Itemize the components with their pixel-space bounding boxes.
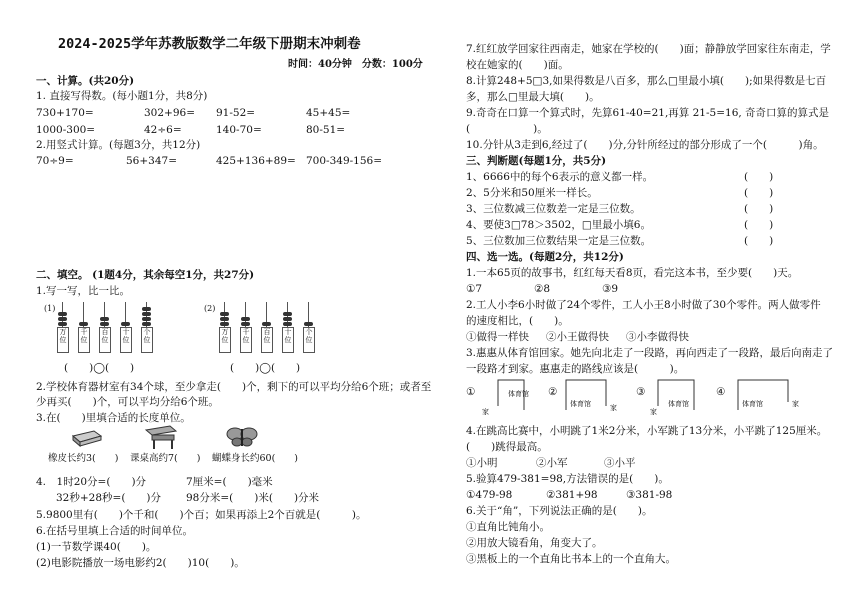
fill-q6-1: (1)一节数学课40( )。 bbox=[36, 541, 157, 553]
abacus-label: 百位 bbox=[261, 327, 273, 353]
abacus-label: 个位 bbox=[303, 327, 315, 353]
route-label-gym: 体育馆 bbox=[508, 390, 529, 398]
q3-eraser: 橡皮长约3( ) bbox=[48, 453, 119, 464]
choice-q1: 1.一本65页的故事书，红红每天看8页，看完这本书，至少要( )天。 bbox=[466, 267, 799, 279]
judge-item: 4、要使3□78＞3502，□里最小填6。 bbox=[466, 219, 651, 231]
route-label-gym: 体育馆 bbox=[570, 400, 591, 408]
calc-item: 45+45= bbox=[306, 107, 351, 119]
calc-item: 1000-300= bbox=[36, 124, 96, 136]
judge-blank: ( ) bbox=[744, 203, 774, 215]
calc-item: 42÷6= bbox=[144, 124, 182, 136]
choice-option: ②381+98 bbox=[546, 489, 598, 501]
fill-q8-line2: 多，那么□里最大填( )。 bbox=[466, 91, 600, 103]
choice-q3-line1: 3.惠惠从体育馆回家。她先向北走了一段路，再向西走了一段路，最后向南走了 bbox=[466, 347, 834, 359]
route-diagram-3 bbox=[648, 376, 712, 416]
abacus-compare-2: ( )◯( ) bbox=[230, 362, 301, 374]
abacus-label: 个位 bbox=[141, 327, 153, 353]
route-option-tag: ④ bbox=[716, 386, 726, 398]
abacus-label: 万位 bbox=[57, 327, 69, 353]
route-label-home: 家 bbox=[610, 404, 617, 412]
vertical-calc-item: 56+347= bbox=[126, 155, 177, 167]
fill-q6-2: (2)电影院播放一场电影约2( )10( )。 bbox=[36, 557, 245, 569]
fill-q9-line2: ( )。 bbox=[466, 123, 548, 135]
fill-q7-line2: 校在她家的( )面。 bbox=[466, 59, 569, 71]
choice-option: ①直角比钝角小。 bbox=[466, 521, 550, 533]
judge-blank: ( ) bbox=[744, 171, 774, 183]
fill-q4-b: 7厘米=( )毫米 bbox=[186, 476, 273, 488]
abacus-label: 千位 bbox=[240, 327, 252, 353]
calc-item: 730+170= bbox=[36, 107, 94, 119]
choice-option: ③小李做得快 bbox=[626, 331, 689, 343]
choice-option: ③黑板上的一个直角比书本上的一个直角大。 bbox=[466, 553, 676, 565]
abacus-label: 十位 bbox=[282, 327, 294, 353]
vertical-calc-item: 70÷9= bbox=[36, 155, 74, 167]
fill-q9-line1: 9.奇奇在口算一个算式时，先算61-40=21,再算 21-5=16, 奇奇口算的算式是 bbox=[466, 107, 830, 119]
fill-q6: 6.在括号里填上合适的时间单位。 bbox=[36, 525, 194, 537]
calc-item: 91-52= bbox=[216, 107, 256, 119]
abacus-label: 千位 bbox=[78, 327, 90, 353]
route-label-home: 家 bbox=[650, 408, 657, 416]
abacus-2-tag: (2) bbox=[204, 304, 216, 313]
calc-item: 140-70= bbox=[216, 124, 262, 136]
choice-option: ②8 bbox=[534, 283, 551, 295]
calc-q2: 2.用竖式计算。(每题3分，共12分) bbox=[36, 139, 201, 151]
choice-q2-line2: 的速度相比，( )。 bbox=[466, 315, 569, 327]
route-label-home: 家 bbox=[792, 400, 799, 408]
route-option-tag: ① bbox=[466, 386, 476, 398]
fill-q8-line1: 8.计算248+5□3,如果得数是八百多，那么□里最小填( );如果得数是七百 bbox=[466, 75, 827, 87]
fill-q2-line1: 2.学校体育器材室有34个球，至少拿走( )个，剩下的可以平均分给6个班；或者至 bbox=[36, 381, 432, 393]
fill-q4-c: 32秒+28秒=( )分 bbox=[56, 492, 162, 504]
page-title: 2024-2025学年苏教版数学二年级下册期末冲刺卷 bbox=[58, 36, 361, 52]
vertical-calc-item: 425+136+89= bbox=[216, 155, 296, 167]
fill-q2-line2: 少再买( )个，可以平均分给6个班。 bbox=[36, 396, 219, 408]
route-label-gym: 体育馆 bbox=[668, 400, 689, 408]
judge-item: 5、三位数加三位数结果一定是三位数。 bbox=[466, 235, 652, 247]
choice-option: ①小明 bbox=[466, 457, 498, 469]
exam-info: 时间：40分钟 分数：100分 bbox=[288, 59, 423, 70]
abacus-label: 百位 bbox=[99, 327, 111, 353]
judge-blank: ( ) bbox=[744, 187, 774, 199]
route-diagram-1 bbox=[478, 376, 542, 416]
choice-option: ③9 bbox=[602, 283, 619, 295]
calc-q1: 1. 直接写得数。(每小题1分，共8分) bbox=[36, 90, 208, 102]
calc-item: 302+96= bbox=[144, 107, 195, 119]
vertical-calc-item: 700-349-156= bbox=[306, 155, 383, 167]
abacus-2 bbox=[216, 300, 328, 354]
fill-q1: 1.写一写，比一比。 bbox=[36, 285, 131, 297]
route-diagram-2 bbox=[560, 376, 632, 416]
abacus-1 bbox=[54, 300, 166, 354]
abacus-1-tag: (1) bbox=[44, 304, 56, 313]
choice-option: ③小平 bbox=[604, 457, 636, 469]
section-judge-heading: 三、判断题(每题1分，共5分) bbox=[466, 155, 607, 167]
choice-q6: 6.关于“角”，下列说法正确的是( )。 bbox=[466, 505, 653, 517]
choice-option: ③381-98 bbox=[626, 489, 673, 501]
judge-item: 3、三位数减三位数差一定是三位数。 bbox=[466, 203, 641, 215]
judge-item: 1、6666中的每个6表示的意义都一样。 bbox=[466, 171, 654, 183]
choice-q4-line2: ( )跳得最高。 bbox=[466, 441, 548, 453]
choice-option: ①479-98 bbox=[466, 489, 513, 501]
butterfly-icon bbox=[226, 426, 258, 448]
eraser-icon bbox=[70, 428, 104, 448]
calc-item: 80-51= bbox=[306, 124, 346, 136]
fill-q4-a: 4. 1时20分=( )分 bbox=[36, 476, 147, 488]
q3-desk: 课桌高约7( ) bbox=[130, 453, 201, 464]
fill-q5: 5.9800里有( )个千和( )个百；如果再添上2个百就是( )。 bbox=[36, 509, 367, 521]
choice-option: ②小王做得快 bbox=[546, 331, 609, 343]
section-choice-heading: 四、选一选。(每题2分，共12分) bbox=[466, 251, 624, 263]
section-fill-heading: 二、填空。 (1题4分，其余每空1分，共27分) bbox=[36, 269, 255, 281]
abacus-compare-1: ( )◯( ) bbox=[64, 362, 135, 374]
choice-option: ②用放大镜看角，角变大了。 bbox=[466, 537, 603, 549]
desk-icon bbox=[144, 424, 178, 450]
fill-q3: 3.在( )里填合适的长度单位。 bbox=[36, 412, 191, 424]
choice-q5: 5.验算479-381=98,方法错误的是( )。 bbox=[466, 473, 669, 485]
abacus-label: 十位 bbox=[120, 327, 132, 353]
route-label-home: 家 bbox=[482, 408, 489, 416]
choice-q2-line1: 2.工人小李6小时做了24个零件，工人小王8小时做了30个零件。两人做零件 bbox=[466, 299, 821, 311]
q3-butterfly: 蝴蝶身长约60( ) bbox=[212, 453, 299, 464]
route-option-tag: ③ bbox=[636, 386, 646, 398]
route-label-gym: 体育馆 bbox=[742, 400, 763, 408]
choice-option: ②小军 bbox=[536, 457, 568, 469]
choice-q4-line1: 4.在跳高比赛中，小明跳了1米2分米，小军跳了13分米，小平跳了125厘米。 bbox=[466, 425, 828, 437]
fill-q10: 10.分针从3走到6,经过了( )分,分针所经过的部分形成了一个( )角。 bbox=[466, 139, 824, 151]
route-option-tag: ② bbox=[548, 386, 558, 398]
fill-q4-d: 98分米=( )米( )分米 bbox=[186, 492, 320, 504]
choice-q3-line2: 一段路才到家。惠惠走的路线应该是( )。 bbox=[466, 363, 685, 375]
route-diagram-4 bbox=[728, 376, 814, 416]
choice-option: ①做得一样快 bbox=[466, 331, 529, 343]
choice-option: ①7 bbox=[466, 283, 483, 295]
abacus-label: 万位 bbox=[219, 327, 231, 353]
judge-blank: ( ) bbox=[744, 219, 774, 231]
judge-blank: ( ) bbox=[744, 235, 774, 247]
fill-q7-line1: 7.红红放学回家往西南走，她家在学校的( )面；静静放学回家往东南走，学 bbox=[466, 43, 831, 55]
judge-item: 2、5分米和50厘米一样长。 bbox=[466, 187, 598, 199]
section-calc-heading: 一、计算。(共20分) bbox=[36, 75, 135, 87]
